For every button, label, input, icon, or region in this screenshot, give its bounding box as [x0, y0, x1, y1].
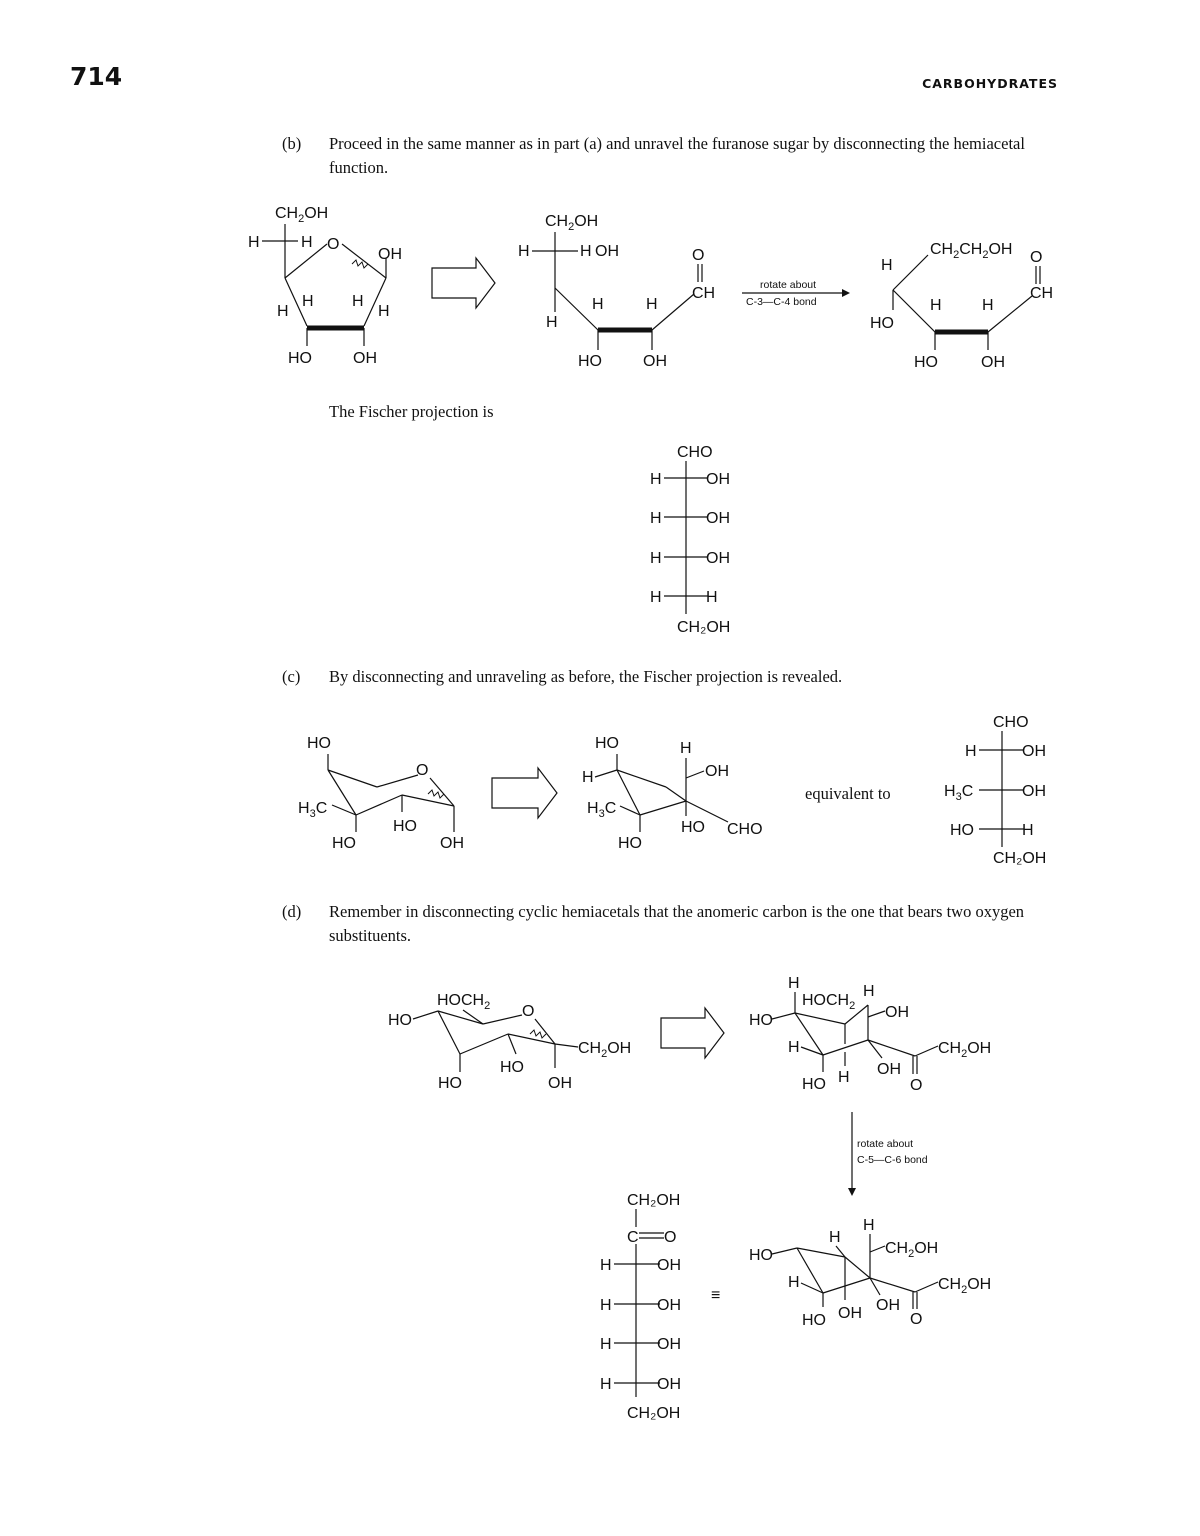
fischer-c-row — [950, 822, 1034, 839]
fischer-c-top: CHO — [993, 714, 1029, 731]
svg-text:OH: OH — [657, 1336, 681, 1353]
svg-text:H: H — [248, 234, 260, 251]
svg-text:O: O — [910, 1077, 923, 1094]
svg-text:HO: HO — [914, 354, 938, 371]
svg-text:H: H — [600, 1297, 612, 1314]
svg-text:CH2OH: $CH_2OH$ — [275, 205, 329, 225]
svg-text:HO: HO — [618, 835, 642, 852]
fischer-c-row — [944, 783, 1046, 803]
svg-text:CH2CH2OH: $CH_2CH_2OH$ — [930, 241, 1013, 261]
svg-text:CH2OH: $CH_2OH$ — [938, 1040, 992, 1060]
svg-text:H: H — [930, 297, 942, 314]
svg-text:OH: OH — [706, 510, 730, 527]
rotate-label-b-1: rotate about — [760, 279, 817, 291]
equivalent-to-label: equivalent to — [805, 784, 891, 803]
part-c-label: (c) — [282, 667, 301, 686]
svg-text:H: H — [788, 1274, 800, 1291]
fischer-b-top: CHO — [677, 444, 713, 461]
part-d-label: (d) — [282, 902, 302, 921]
open-chain-aldehyde — [518, 213, 715, 370]
svg-text:OH: OH — [657, 1257, 681, 1274]
svg-text:CH2OH: $CH_2OH$ — [885, 1240, 939, 1260]
svg-text:O: O — [692, 247, 705, 264]
svg-text:HO: HO — [802, 1312, 826, 1329]
svg-text:O: O — [1030, 249, 1043, 266]
svg-text:H: H — [1022, 822, 1034, 839]
svg-text:O: O — [522, 1003, 535, 1020]
fischer-c-bottom: CH₂OH — [993, 850, 1047, 867]
rotate-label-d-2: C-5—C-6 bond — [857, 1154, 928, 1166]
svg-text:OH: OH — [981, 354, 1005, 371]
svg-text:O: O — [327, 236, 340, 253]
svg-text:H: H — [838, 1069, 850, 1086]
svg-text:H: H — [706, 589, 718, 606]
svg-text:H: H — [650, 550, 662, 567]
svg-text:H: H — [277, 303, 289, 320]
svg-text:H: H — [965, 743, 977, 760]
svg-text:C: C — [627, 1229, 639, 1246]
fischer-d-bottom: CH₂OH — [627, 1405, 681, 1422]
svg-text:H: H — [881, 257, 893, 274]
svg-text:H: H — [650, 471, 662, 488]
equivalence-symbol: ≡ — [711, 1287, 721, 1304]
svg-text:CH2OH: $CH_2OH$ — [545, 213, 599, 233]
furanose-ring — [248, 205, 402, 367]
svg-text:OH: OH — [643, 353, 667, 370]
svg-text:H: H — [863, 1217, 875, 1234]
svg-text:H: H — [788, 975, 800, 992]
block-arrow-c — [492, 768, 557, 818]
fischer-d-row — [600, 1257, 681, 1274]
svg-text:H: H — [546, 314, 558, 331]
svg-text:H: H — [650, 510, 662, 527]
svg-text:O: O — [664, 1229, 677, 1246]
svg-text:OH: OH — [657, 1297, 681, 1314]
svg-text:HO: HO — [681, 819, 705, 836]
svg-text:OH: OH — [1022, 783, 1046, 800]
pyranose-ring-d — [388, 992, 631, 1092]
fischer-d-row — [600, 1297, 681, 1314]
block-arrow-b — [432, 258, 495, 308]
svg-text:OH: OH — [706, 471, 730, 488]
svg-text:H: H — [650, 589, 662, 606]
rotated-ring-d — [749, 1217, 991, 1329]
svg-text:O: O — [910, 1311, 923, 1328]
svg-text:HOCH2: $HOCH_2$ — [437, 992, 491, 1012]
svg-text:H: H — [982, 297, 994, 314]
svg-text:H: H — [863, 983, 875, 1000]
svg-text:HO: HO — [500, 1059, 524, 1076]
part-d-text: Remember in disconnecting cyclic hemiacetals that the anomeric carbon is the one that bears two oxygen substituents. — [329, 902, 1025, 945]
svg-text:H: H — [600, 1376, 612, 1393]
svg-text:OH: OH — [1022, 743, 1046, 760]
svg-text:HO: HO — [802, 1076, 826, 1093]
part-b-text: Proceed in the same manner as in part (a) and unravel the furanose sugar by disconnecting the hemiacetal function. — [329, 134, 1025, 177]
fischer-intro-text: The Fischer projection is — [329, 402, 494, 421]
fischer-b-bottom: CH₂OH — [677, 619, 731, 636]
svg-text:HO: HO — [438, 1075, 462, 1092]
rotate-label-d-1: rotate about — [857, 1138, 914, 1150]
part-b-label: (b) — [282, 134, 302, 153]
svg-text:HO: HO — [595, 735, 619, 752]
svg-text:OH: OH — [657, 1376, 681, 1393]
svg-text:OH: OH — [885, 1004, 909, 1021]
svg-text:HO: HO — [749, 1247, 773, 1264]
rotate-label-b-2: C-3—C-4 bond — [746, 296, 817, 308]
svg-text:HO: HO — [870, 315, 894, 332]
svg-text:OH: OH — [705, 763, 729, 780]
svg-text:HO: HO — [307, 735, 331, 752]
svg-text:HO: HO — [950, 822, 974, 839]
svg-text:HO: HO — [393, 818, 417, 835]
svg-text:H3C: $H_3C$ — [944, 783, 974, 803]
fischer-d-row — [600, 1336, 681, 1353]
svg-text:CH2OH: $CH_2OH$ — [578, 1040, 632, 1060]
svg-text:HOCH2: $HOCH_2$ — [802, 992, 856, 1012]
svg-text:OH: OH — [706, 550, 730, 567]
svg-text:H3C: $H_3C$ — [587, 800, 617, 820]
running-head: CARBOHYDRATES — [922, 76, 1058, 91]
svg-text:H: H — [680, 740, 692, 757]
svg-text:CH: CH — [1030, 285, 1054, 302]
fischer-b-row — [650, 510, 730, 527]
part-c-text: By disconnecting and unraveling as before, the Fischer projection is revealed. — [329, 667, 843, 686]
open-chain-d — [749, 975, 991, 1094]
fischer-projection-c — [944, 714, 1046, 867]
svg-text:H: H — [646, 296, 658, 313]
rotate-arrow-d — [848, 1112, 928, 1196]
rotated-open-chain — [870, 241, 1053, 371]
svg-text:H: H — [582, 769, 594, 786]
svg-text:H: H — [788, 1039, 800, 1056]
svg-text:H: H — [301, 234, 313, 251]
svg-text:HO: HO — [578, 353, 602, 370]
svg-text:OH: OH — [548, 1075, 572, 1092]
fischer-c-row — [965, 743, 1046, 760]
svg-text:OH: OH — [378, 246, 402, 263]
svg-text:H: H — [378, 303, 390, 320]
svg-text:H: H — [592, 296, 604, 313]
open-chain-c — [582, 735, 763, 852]
svg-text:OH: OH — [353, 350, 377, 367]
fischer-b-row — [650, 550, 730, 567]
fischer-projection-b — [650, 444, 730, 636]
svg-text:H: H — [352, 293, 364, 310]
svg-text:HO: HO — [332, 835, 356, 852]
fischer-d-row — [600, 1376, 681, 1393]
svg-text:OH: OH — [595, 243, 619, 260]
svg-text:H3C: $H_3C$ — [298, 800, 328, 820]
svg-text:H: H — [580, 243, 592, 260]
svg-text:OH: OH — [877, 1061, 901, 1078]
svg-text:H: H — [829, 1229, 841, 1246]
svg-text:H: H — [518, 243, 530, 260]
svg-text:H: H — [302, 293, 314, 310]
svg-text:HO: HO — [388, 1012, 412, 1029]
svg-text:HO: HO — [288, 350, 312, 367]
svg-text:CHO: CHO — [727, 821, 763, 838]
pyranose-ring-c — [298, 735, 464, 852]
svg-text:OH: OH — [838, 1305, 862, 1322]
fischer-projection-d — [600, 1192, 681, 1422]
rotate-arrow-b — [742, 279, 850, 308]
block-arrow-d — [661, 1008, 724, 1058]
svg-text:CH: CH — [692, 285, 716, 302]
fischer-b-row — [650, 589, 718, 606]
svg-text:HO: HO — [749, 1012, 773, 1029]
svg-text:H: H — [600, 1336, 612, 1353]
page-number: 714 — [70, 62, 123, 91]
svg-text:OH: OH — [440, 835, 464, 852]
svg-text:O: O — [416, 762, 429, 779]
svg-text:CH2OH: $CH_2OH$ — [938, 1276, 992, 1296]
fischer-b-row — [650, 471, 730, 488]
svg-text:H: H — [600, 1257, 612, 1274]
fischer-d-top: CH₂OH — [627, 1192, 681, 1209]
svg-text:OH: OH — [876, 1297, 900, 1314]
